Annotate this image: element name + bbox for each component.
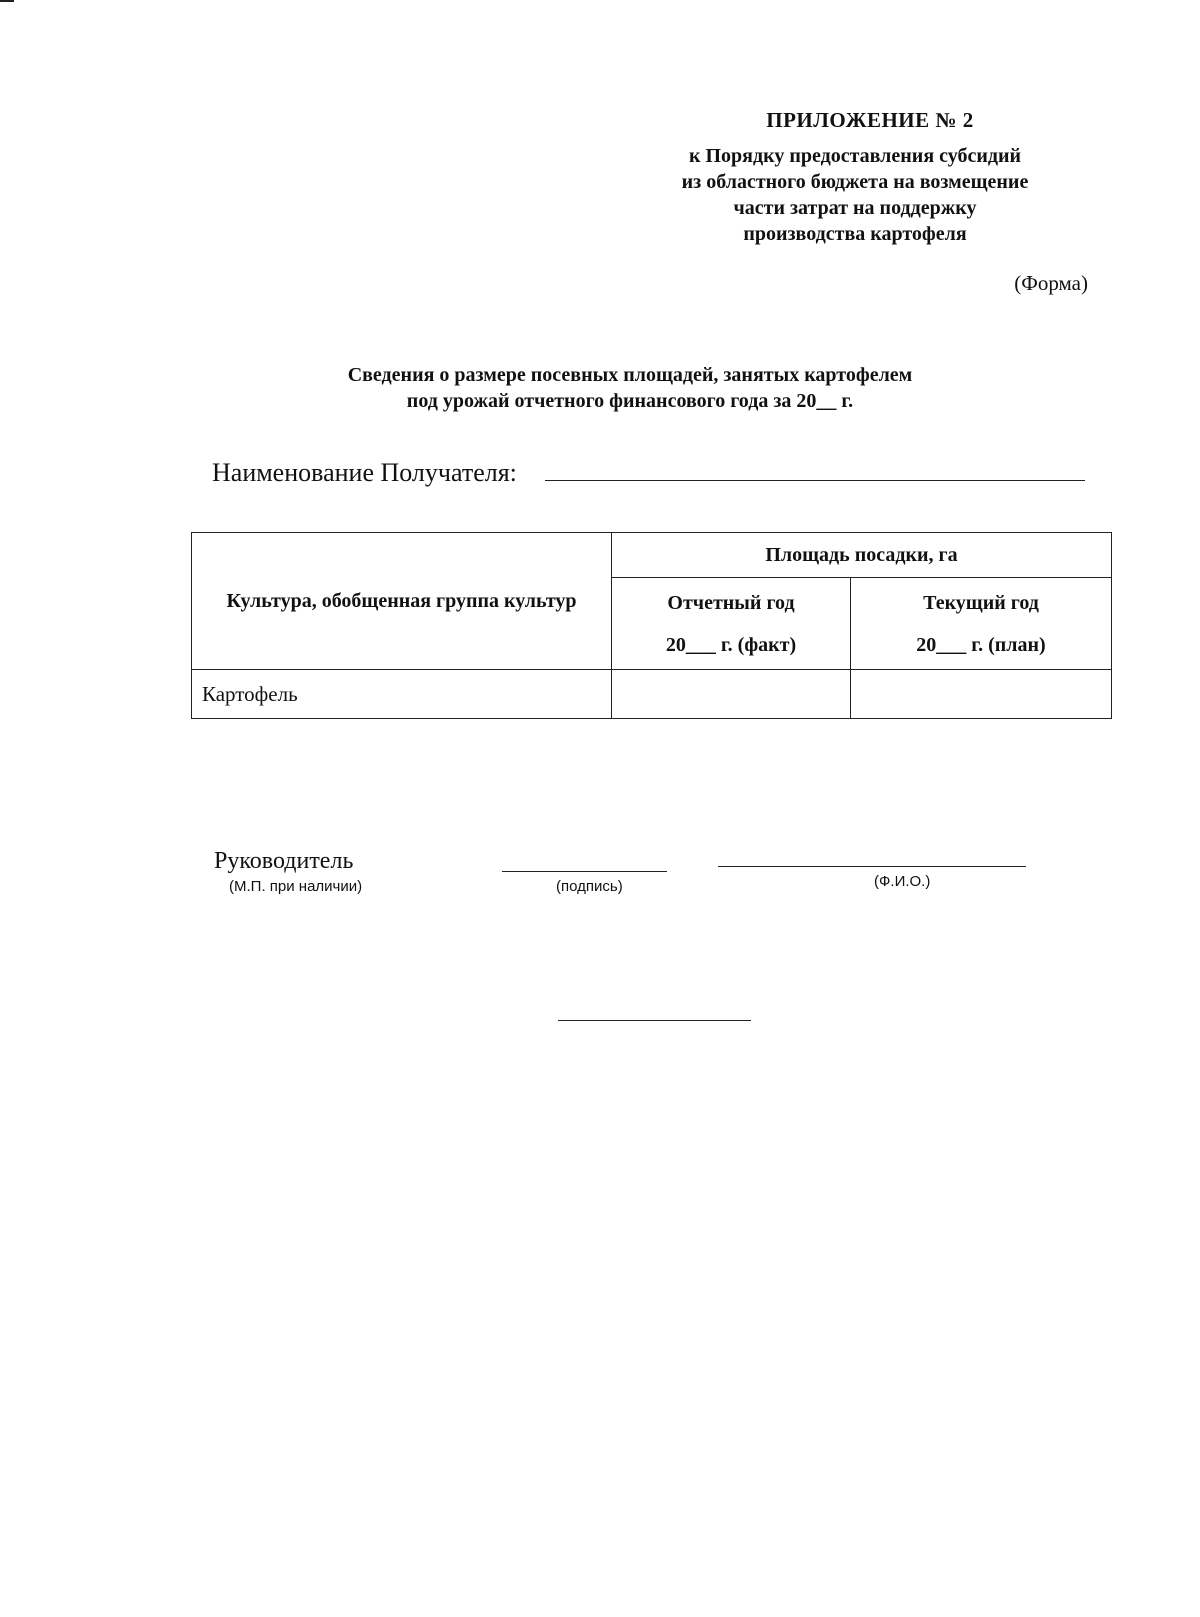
document-title xyxy=(230,362,1030,414)
reporting-year-label: Отчетный год xyxy=(667,591,795,614)
planting-area-header: Площадь посадки, га xyxy=(612,533,1112,578)
head-position-label: Руководитель xyxy=(214,848,354,874)
full-name-field[interactable] xyxy=(718,866,1026,867)
seal-note: (М.П. при наличии) xyxy=(229,878,363,895)
reporting-value-cell[interactable] xyxy=(612,670,851,719)
form-label: (Форма) xyxy=(1014,271,1088,295)
reporting-year-period: 20___ г. (факт) xyxy=(665,633,797,656)
current-year-period: 20___ г. (план) xyxy=(916,633,1046,656)
signature-caption: (подпись) xyxy=(556,878,623,895)
annex-header xyxy=(620,108,1090,247)
reporting-year-header xyxy=(612,578,851,670)
document-title-line-1: Сведения о размере посевных площадей, занятых картофелем xyxy=(347,364,913,386)
recipient-name-label: Наименование Получателя: xyxy=(212,458,517,487)
annex-line: из областного бюджета на возмещение xyxy=(681,171,1029,193)
crop-column-header xyxy=(192,533,612,670)
signature-field[interactable] xyxy=(502,871,667,872)
crop-column-header-text: Культура, обобщенная группа культур xyxy=(226,590,577,612)
current-value-cell[interactable] xyxy=(851,670,1112,719)
current-year-label: Текущий год xyxy=(923,591,1039,614)
current-year-header xyxy=(851,578,1112,670)
document-title-line-2: под урожай отчетного финансового года за 20__ г. xyxy=(406,390,854,412)
full-name-caption: (Ф.И.О.) xyxy=(874,873,931,890)
annex-line: производства картофеля xyxy=(743,223,967,245)
table-row xyxy=(192,670,1112,719)
closing-rule xyxy=(558,1020,751,1021)
planting-area-table xyxy=(191,532,1112,719)
crop-cell: Картофель xyxy=(192,670,612,719)
annex-line: к Порядку предоставления субсидий xyxy=(688,145,1022,167)
recipient-name-field[interactable] xyxy=(545,480,1085,481)
table-header-row xyxy=(192,533,1112,578)
scan-corner-mark xyxy=(0,0,14,2)
annex-title: ПРИЛОЖЕНИЕ № 2 xyxy=(766,108,974,132)
annex-line: части затрат на поддержку xyxy=(733,197,977,219)
